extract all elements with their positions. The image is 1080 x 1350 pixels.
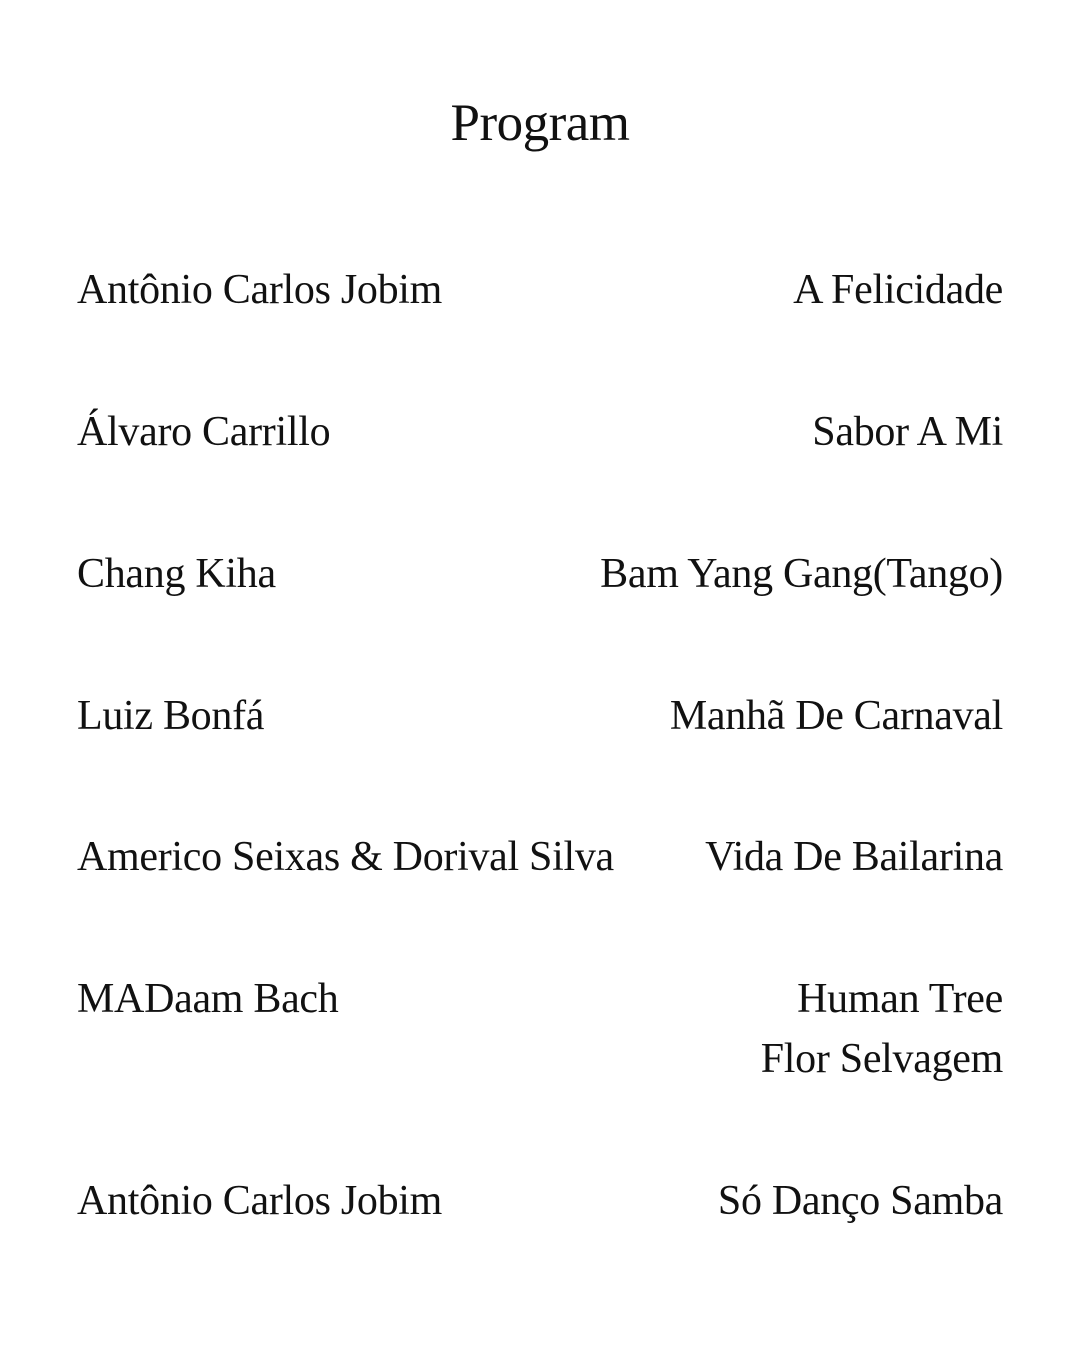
work-title: Sabor A Mi xyxy=(812,409,1003,455)
work-list xyxy=(705,827,1003,887)
program-entry xyxy=(77,544,1003,604)
composer-name: MADaam Bach xyxy=(77,976,339,1022)
program-entry xyxy=(77,686,1003,746)
composer-name: Chang Kiha xyxy=(77,551,276,597)
program-entry xyxy=(77,402,1003,462)
work-list xyxy=(761,969,1003,1089)
work-list xyxy=(600,544,1003,604)
program-entry xyxy=(77,1171,1003,1231)
program-entry xyxy=(77,827,1003,887)
work-list xyxy=(793,260,1003,320)
work-title: Vida De Bailarina xyxy=(705,834,1003,880)
work-title: Human Tree xyxy=(797,976,1003,1022)
work-list xyxy=(670,686,1003,746)
work-title: Manhã De Carnaval xyxy=(669,693,1003,739)
work-list xyxy=(718,1171,1003,1231)
page-title: Program xyxy=(450,94,630,152)
composer-name: Antônio Carlos Jobim xyxy=(77,1178,443,1224)
program-entry xyxy=(77,969,1003,1089)
work-title: A Felicidade xyxy=(793,267,1003,313)
composer-name: Álvaro Carrillo xyxy=(77,409,331,455)
work-title: Flor Selvagem xyxy=(760,1036,1003,1082)
program-entry xyxy=(77,260,1003,320)
composer-name: Luiz Bonfá xyxy=(77,693,265,739)
composer-name: Antônio Carlos Jobim xyxy=(77,267,443,313)
composer-name: Americo Seixas & Dorival Silva xyxy=(77,834,614,880)
work-title: Só Danço Samba xyxy=(717,1178,1003,1224)
work-title: Bam Yang Gang(Tango) xyxy=(600,551,1003,597)
work-list xyxy=(812,402,1003,462)
